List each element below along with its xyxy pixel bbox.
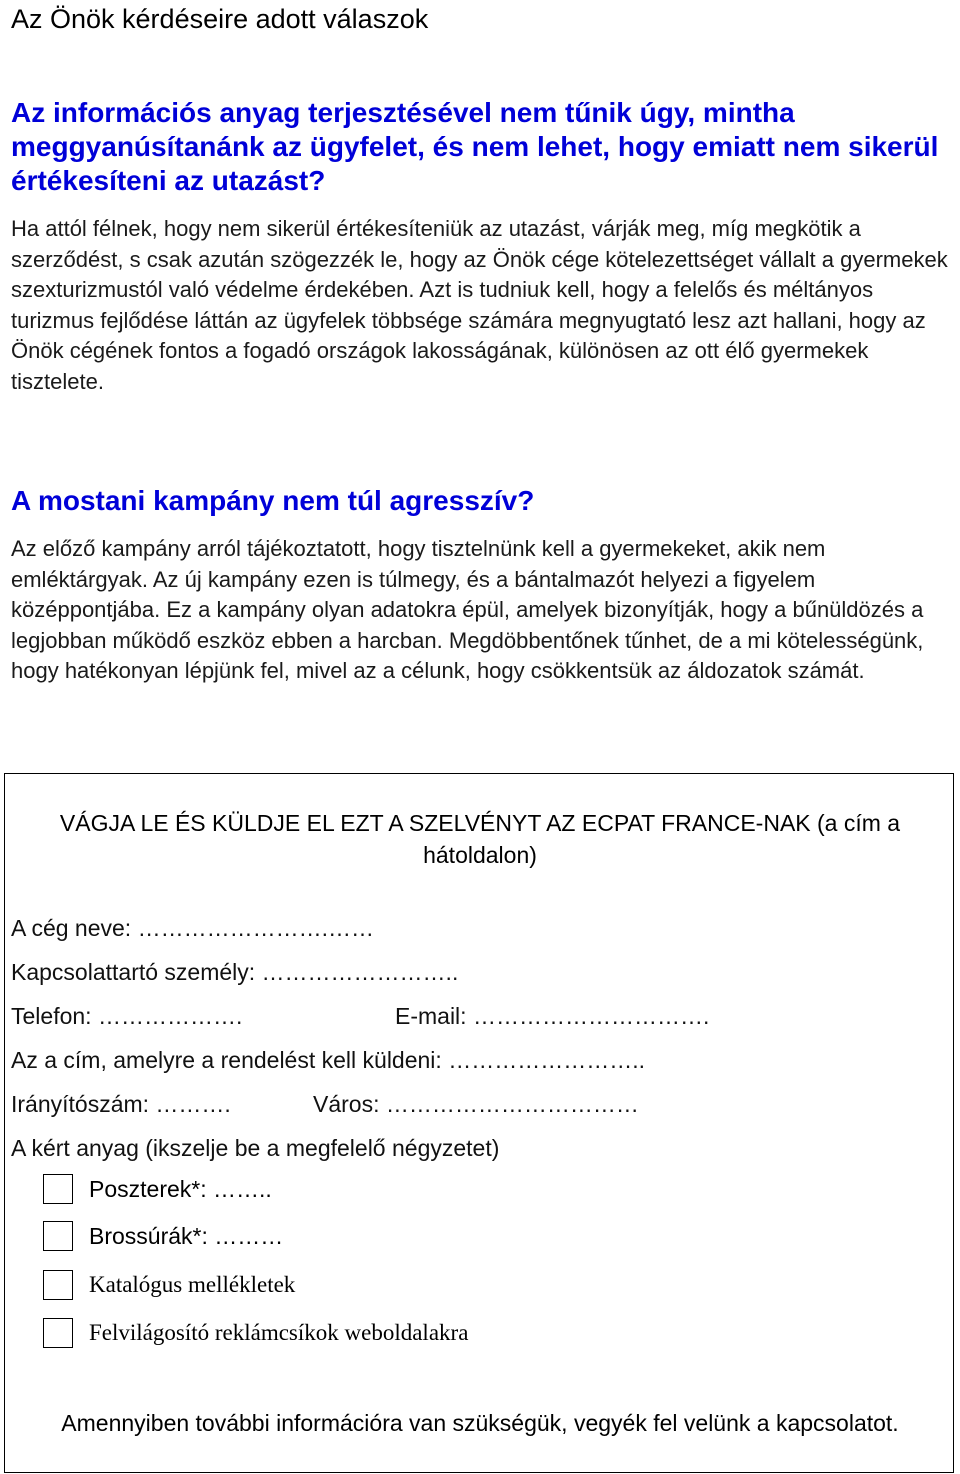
email-field[interactable] <box>395 1001 709 1031</box>
checkbox-item-posters[interactable] <box>43 1172 272 1206</box>
phone-dots[interactable]: ………………. <box>91 1003 243 1029</box>
catalog-checkbox[interactable] <box>43 1270 73 1300</box>
company-field[interactable] <box>11 913 374 943</box>
contact-field[interactable] <box>11 957 458 987</box>
coupon-heading: VÁGJA LE ÉS KÜLDJE EL EZT A SZELVÉNYT AZ ECPAT FRANCE-NAK (a cím a hátoldalon) <box>59 810 901 868</box>
banners-checkbox[interactable] <box>43 1318 73 1348</box>
posters-checkbox[interactable] <box>43 1174 73 1204</box>
checkbox-item-catalog[interactable] <box>43 1268 295 1302</box>
catalog-label: Katalógus mellékletek <box>89 1272 296 1297</box>
city-label: Város: <box>313 1091 380 1117</box>
contact-dots[interactable]: …………………….. <box>255 959 459 985</box>
checkbox-item-banners[interactable] <box>43 1316 468 1350</box>
company-label: A cég neve: <box>11 915 132 941</box>
address-label: Az a cím, amelyre a rendelést kell küldeni: <box>11 1047 442 1073</box>
contact-label: Kapcsolattartó személy: <box>11 959 256 985</box>
address-field[interactable] <box>11 1045 645 1075</box>
materials-label: A kért anyag (ikszelje be a megfelelő négyzetet) <box>11 1135 500 1161</box>
company-dots[interactable]: …………………….…… <box>131 915 374 941</box>
brochures-label: Brossúrák*: ……… <box>89 1222 284 1249</box>
email-dots[interactable]: …………………………. <box>466 1003 710 1029</box>
zip-dots[interactable]: ………. <box>149 1091 231 1117</box>
phone-label: Telefon: <box>11 1003 92 1029</box>
city-field[interactable] <box>313 1089 639 1119</box>
question-heading-1: Az információs anyag terjesztésével nem tűnik úgy, mintha meggyanúsítanánk az ügyfelet, és nem lehet, hogy emiatt nem sikerül értékesíteni az utazást? <box>11 97 939 196</box>
email-label: E-mail: <box>395 1003 467 1029</box>
question-heading-2: A mostani kampány nem túl agresszív? <box>11 485 535 516</box>
order-coupon <box>4 773 954 1473</box>
banners-label: Felvilágosító reklámcsíkok weboldalakra <box>89 1320 469 1345</box>
zip-field[interactable] <box>11 1089 231 1119</box>
phone-field[interactable] <box>11 1001 242 1031</box>
city-dots[interactable]: …………………………… <box>379 1091 639 1117</box>
zip-label: Irányítószám: <box>11 1091 150 1117</box>
brochures-checkbox[interactable] <box>43 1221 73 1251</box>
address-dots[interactable]: …………………….. <box>441 1047 645 1073</box>
page-title: Az Önök kérdéseire adott válaszok <box>11 4 429 34</box>
answer-paragraph-2: Az előző kampány arról tájékoztatott, hogy tisztelnünk kell a gyermekeket, akik nem emléktárgyak. Az új kampány ezen is túlmegy, és a bántalmazót helyezi a figyelem középpontjába. Ez a kampány olyan adatokra épül, amelyek bizonyítják, hogy a bűnüldözés a legjobban működő eszköz ebben a harcban. Megdöbbentőnek tűnhet, de a mi kötelességünk, hogy hatékonyan lépjünk fel, mivel az a célunk, hogy csökkentsük az áldozatok számát. <box>11 536 924 683</box>
checkbox-item-brochures[interactable] <box>43 1219 283 1253</box>
coupon-footer: Amennyiben további információra van szükségük, vegyék fel velünk a kapcsolatot. <box>61 1410 899 1436</box>
posters-label: Poszterek*: …….. <box>89 1175 272 1202</box>
answer-paragraph-1: Ha attól félnek, hogy nem sikerül értékesíteniük az utazást, várják meg, míg megkötik a szerződést, s csak azután szögezzék le, hogy az Önök cége kötelezettséget vállalt a gyermekek szexturizmustól való védelme érdekében. Azt is tudniuk kell, hogy a felelős és méltányos turizmus fejlődése láttán az ügyfelek többsége számára megnyugtató lesz azt hallani, hogy az Önök cégének fontos a fogadó országok lakosságának, különösen az ott élő gyermekek tisztelete. <box>11 216 948 394</box>
